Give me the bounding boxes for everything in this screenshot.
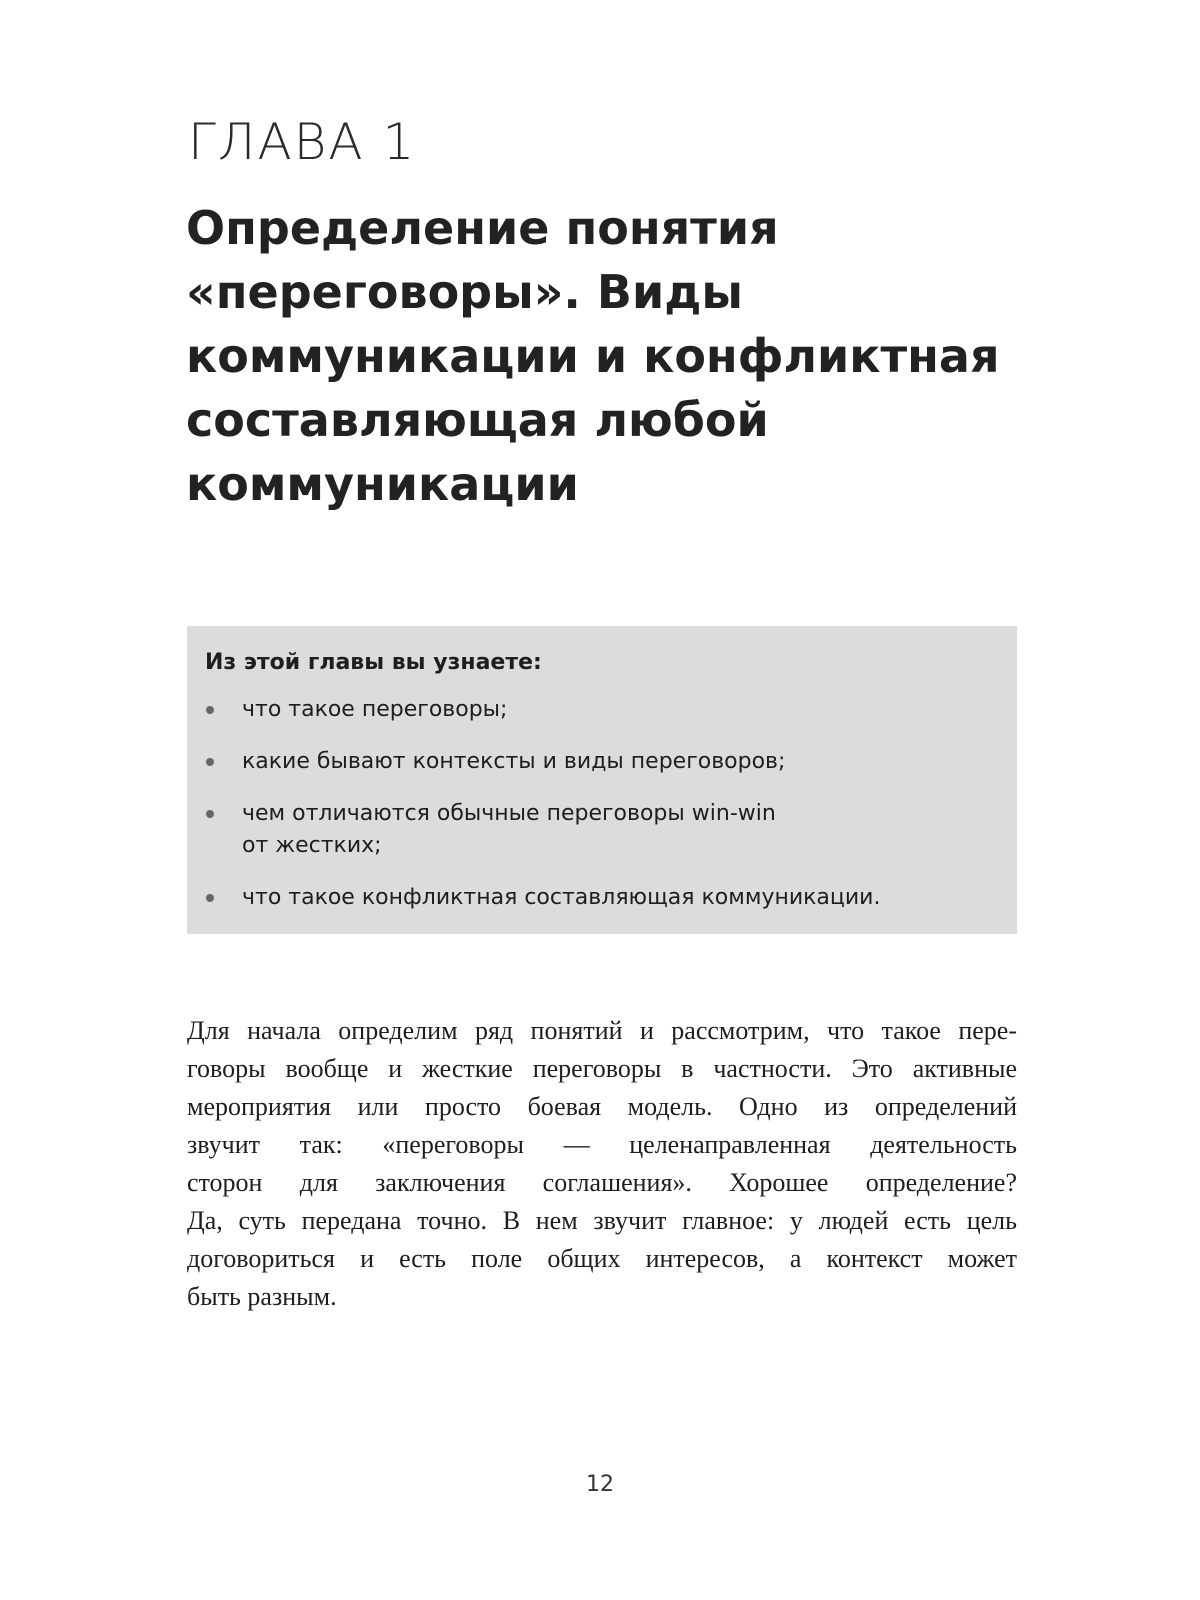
page-number: 12 (586, 1472, 614, 1497)
body-line: Да, суть передана точно. В нем звучит главное: у людей есть цель (187, 1206, 1017, 1235)
body-line: быть разным. (187, 1282, 337, 1311)
body-line: звучит так: «переговоры — целенаправленная деятельность (187, 1130, 1017, 1159)
list-item-text: какие бывают контексты и виды переговоров; (242, 749, 786, 774)
chapter-title (186, 196, 1000, 516)
bullet-icon (206, 810, 214, 818)
chapter-title-line: коммуникации и конфликтная (186, 329, 1000, 383)
chapter-summary-box (187, 626, 1017, 934)
chapter-title-line: коммуникации (186, 457, 579, 511)
chapter-title-line: Определение понятия (186, 201, 779, 255)
list-item (187, 798, 1017, 862)
body-paragraph (187, 1012, 1017, 1316)
list-item (187, 746, 1017, 778)
body-line: говоры вообще и жесткие переговоры в частности. Это активные (187, 1054, 1017, 1083)
chapter-title-line: «переговоры». Виды (186, 265, 743, 319)
bullet-icon (206, 894, 214, 902)
list-item (187, 694, 1017, 726)
chapter-title-line: составляющая любой (186, 393, 769, 447)
list-item-text: что такое конфликтная составляющая коммуникации. (242, 885, 881, 910)
bullet-icon (206, 706, 214, 714)
list-item-text: от жестких; (242, 833, 382, 858)
chapter-label: ГЛАВА 1 (188, 113, 417, 171)
body-line: Для начала определим ряд понятий и рассмотрим, что такое пере- (187, 1016, 1017, 1045)
list-item-text: чем отличаются обычные переговоры win-win (242, 801, 776, 826)
bullet-icon (206, 758, 214, 766)
body-line: мероприятия или просто боевая модель. Одно из определений (187, 1092, 1017, 1121)
body-line: договориться и есть поле общих интересов, а контекст может (187, 1244, 1017, 1273)
list-item (187, 882, 1017, 914)
list-item-text: что такое переговоры; (242, 697, 508, 722)
body-line: сторон для заключения соглашения». Хорошее определение? (187, 1168, 1017, 1197)
summary-list (187, 694, 1017, 934)
summary-heading: Из этой главы вы узнаете: (205, 650, 542, 675)
